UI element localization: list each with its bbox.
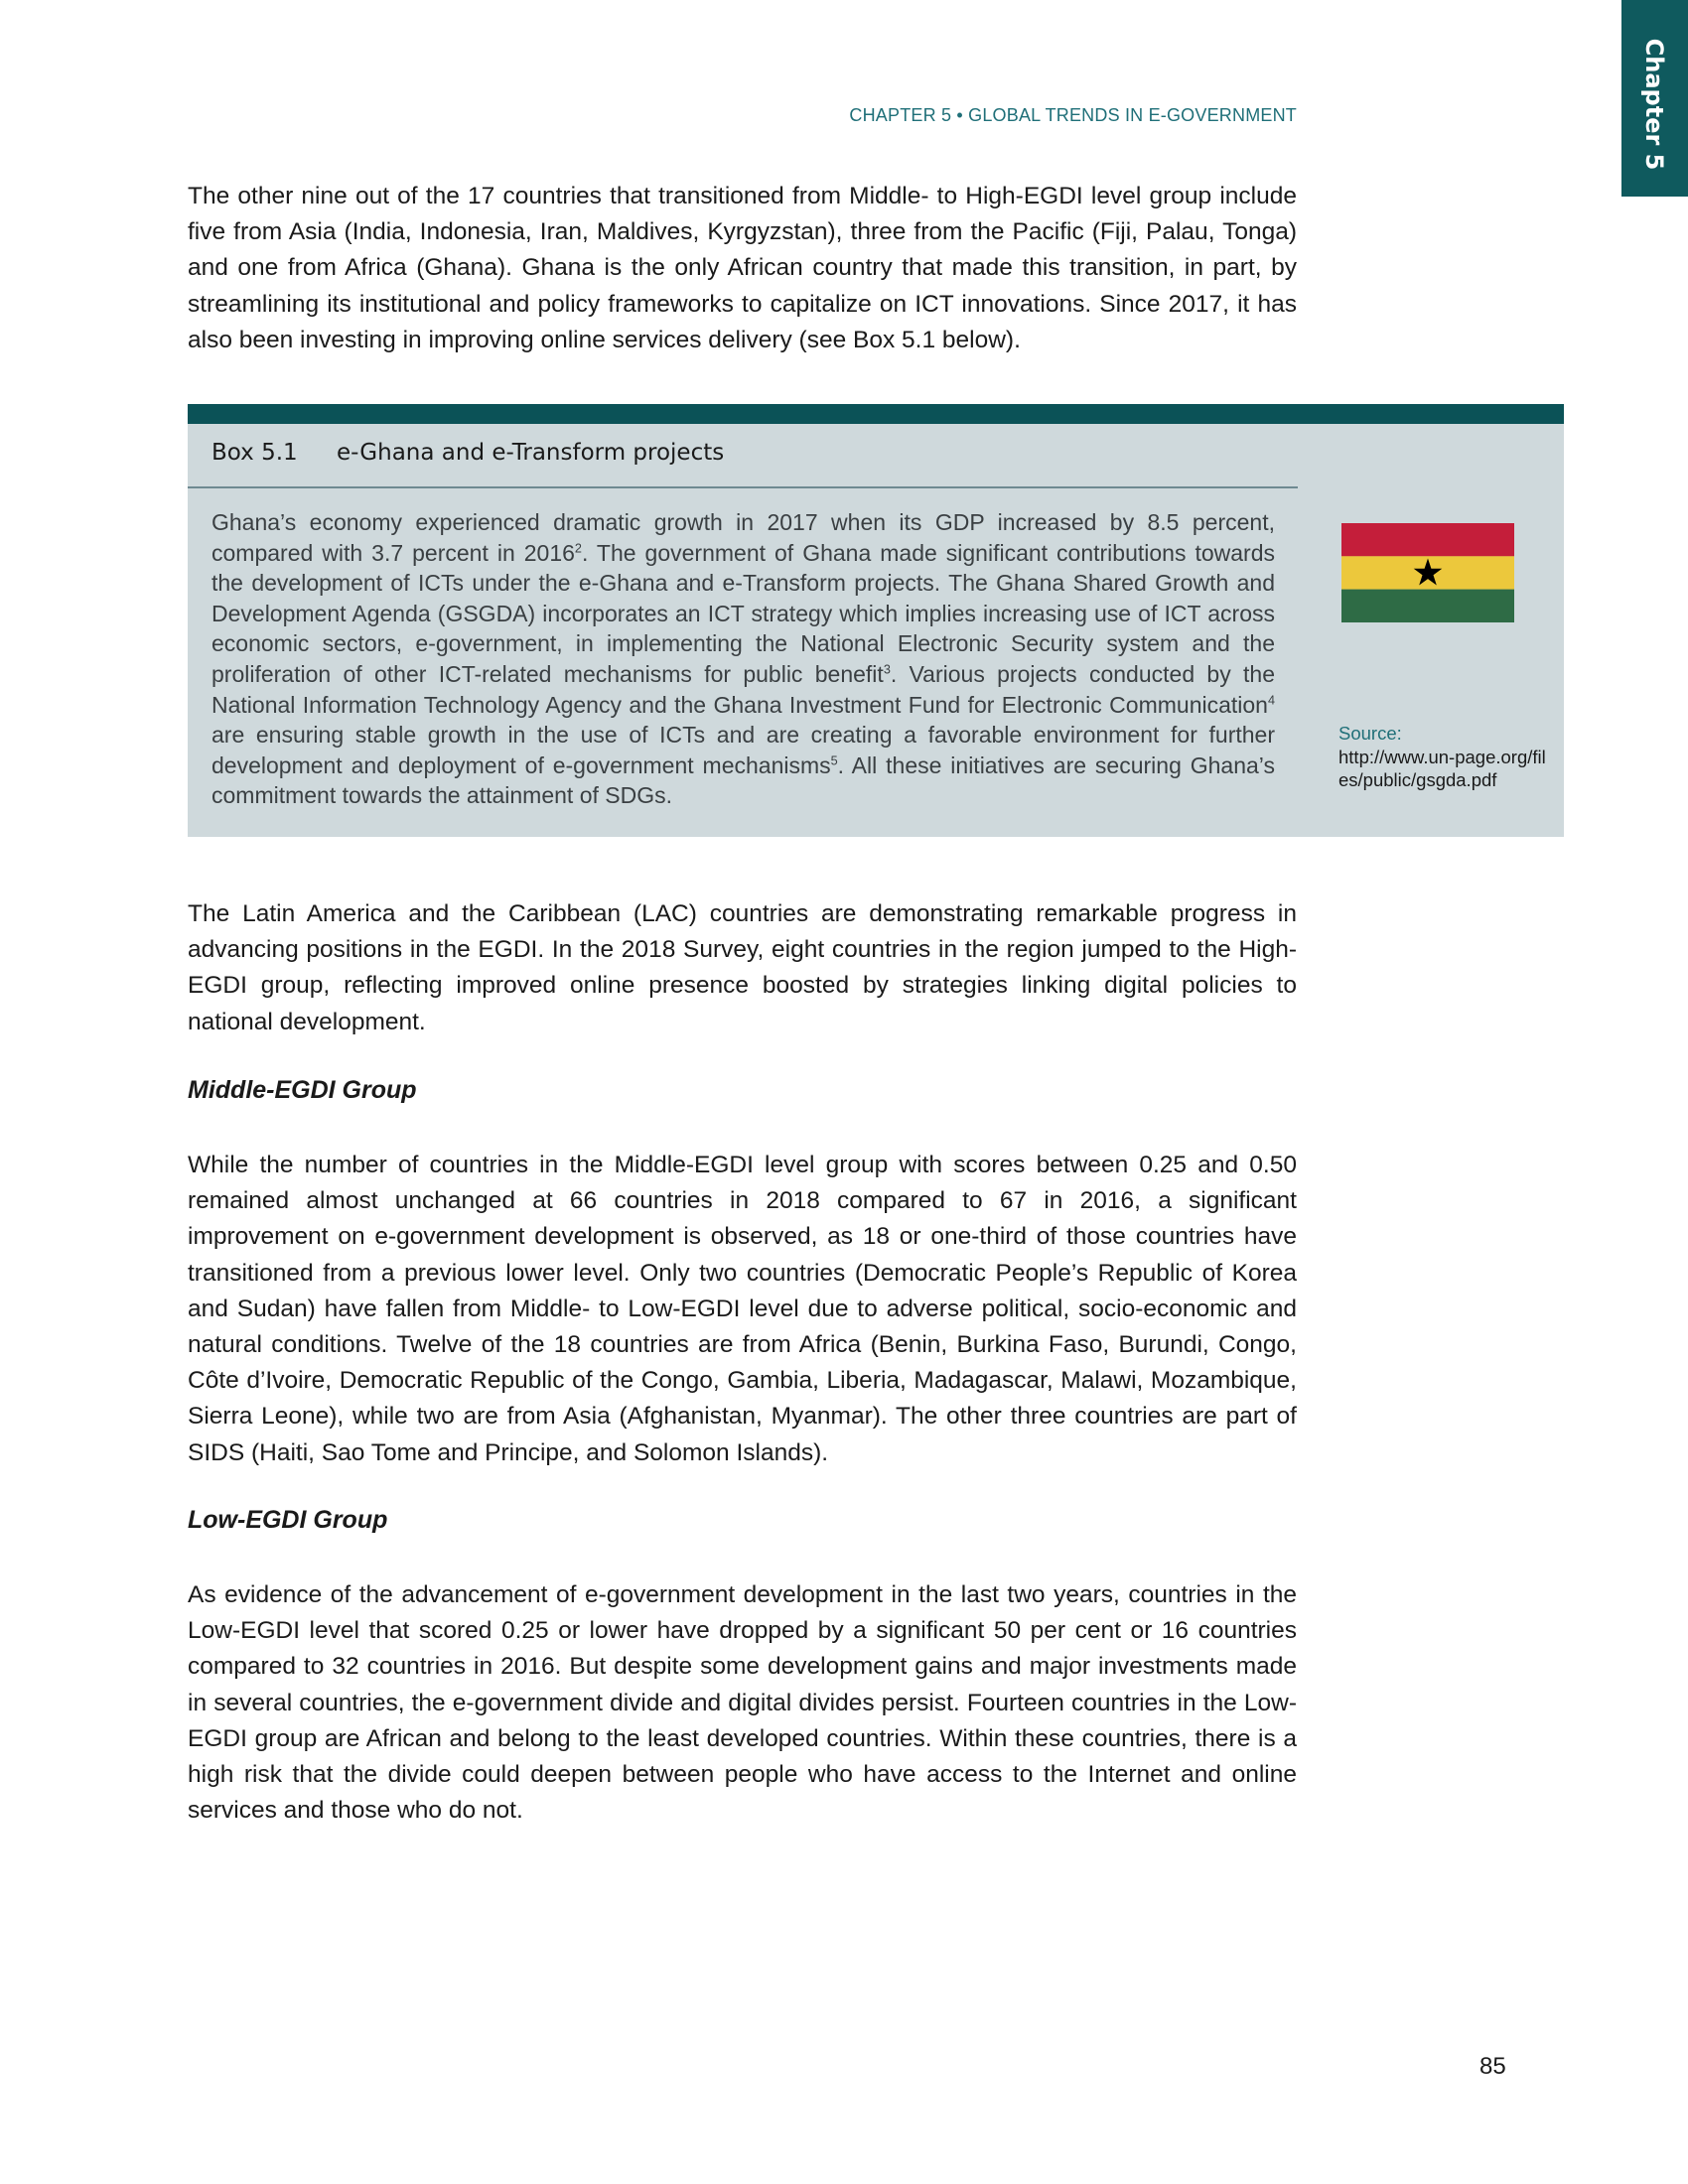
box-5-1 bbox=[188, 404, 1564, 837]
box-title-row bbox=[211, 440, 724, 466]
flag-green-stripe bbox=[1341, 590, 1514, 622]
paragraph-transition-countries: The other nine out of the 17 countries that transitioned from Middle- to High-EGDI level group include five from Asia (India, Indonesia, Iran, Maldives, Kyrgyzstan), three from the Pacific (Fiji, Palau, Tonga) and one from Africa (Ghana). Ghana is the only African country that made this transition, in part, by streamlining its institutional and policy frameworks to capitalize on ICT innovations. Since 2017, it has also been investing in improving online services delivery (see Box 5.1 below). bbox=[188, 183, 1297, 353]
footnote-2[interactable]: 2 bbox=[574, 540, 582, 555]
paragraph-lac-progress: The Latin America and the Caribbean (LAC) countries are demonstrating remarkable progress in advancing positions in the EGDI. In the 2018 Survey, eight countries in the region jumped to the High-EGDI group, reflecting improved online presence boosted by strategies linking digital policies to national development. bbox=[188, 900, 1297, 1035]
box-source bbox=[1338, 722, 1547, 792]
running-header: CHAPTER 5 • GLOBAL TRENDS IN E-GOVERNMENT bbox=[849, 105, 1297, 125]
footnote-5[interactable]: 5 bbox=[830, 753, 838, 768]
paragraph-low-egdi: As evidence of the advancement of e-government development in the last two years, countries in the Low-EGDI level that scored 0.25 or lower have dropped by a significant 50 per cent or 16 countries compared to 32 countries in 2016. But despite some development gains and major investments made in several countries, the e-government divide and digital divides persist. Fourteen countries in the Low-EGDI group are African and belong to the least developed countries. Within these countries, there is a high risk that the divide could deepen between people who have access to the Internet and online services and those who do not. bbox=[188, 1581, 1297, 1825]
footnote-3[interactable]: 3 bbox=[883, 662, 891, 677]
box-title: e-Ghana and e-Transform projects bbox=[337, 440, 725, 466]
box-top-bar bbox=[188, 404, 1564, 424]
box-text-part-2: . The government of Ghana made significant contributions towards the development of ICTs under the e-Ghana and e-Transform projects. The Ghana Shared Growth and Development Agenda (GSGDA) incorporates an ICT strategy which implies increasing use of ICT across economic sectors, e-government, in implementing the National Electronic Security system and the proliferation of other ICT-related mechanisms for public benefit bbox=[211, 539, 1275, 687]
paragraph-middle-egdi: While the number of countries in the Middle-EGDI level group with scores between 0.25 and 0.50 remained almost unchanged at 66 countries in 2018 compared to 67 in 2016, a significant improvement on e-government development is observed, as 18 or one-third of those countries have transitioned from a previous lower level. Only two countries (Democratic People’s Republic of Korea and Sudan) have fallen from Middle- to Low-EGDI level due to adverse political, socio-economic and natural conditions. Twelve of the 18 countries are from Africa (Benin, Burkina Faso, Burundi, Congo, Côte d’Ivoire, Democratic Republic of the Congo, Gambia, Liberia, Madagascar, Malawi, Mozambique, Sierra Leone), while two are from Asia (Afghanistan, Myanmar). The other three countries are part of SIDS (Haiti, Sao Tome and Principe, and Solomon Islands). bbox=[188, 1152, 1297, 1466]
box-body-text bbox=[211, 507, 1275, 811]
flag-red-stripe bbox=[1341, 523, 1514, 556]
subhead-middle-egdi: Middle-EGDI Group bbox=[188, 1076, 417, 1104]
source-link[interactable]: http://www.un-page.org/files/public/gsgda.pdf bbox=[1338, 746, 1546, 791]
source-label: Source: bbox=[1338, 723, 1402, 744]
box-text-part-3: . Various projects conducted by the National Information Technology Agency and the Ghana Investment Fund for Electronic Communication bbox=[211, 660, 1275, 718]
box-number: Box 5.1 bbox=[211, 440, 298, 466]
box-title-rule bbox=[188, 486, 1298, 488]
page-number: 85 bbox=[1479, 2053, 1506, 2080]
box-text-part-4: are ensuring stable growth in the use of ICTs and are creating a favorable environment for further development and deployment of e-government mechanisms bbox=[211, 722, 1275, 778]
subhead-low-egdi: Low-EGDI Group bbox=[188, 1506, 388, 1534]
ghana-flag-image bbox=[1341, 523, 1514, 622]
box-text-part-5: . All these initiatives are securing Ghana’s commitment towards the attainment of SDGs. bbox=[211, 751, 1275, 809]
footnote-4[interactable]: 4 bbox=[1267, 692, 1275, 707]
chapter-tab-label: Chapter 5 bbox=[1640, 38, 1668, 171]
box-text-part-1: Ghana’s economy experienced dramatic growth in 2017 when its GDP increased by 8.5 percent, compared with 3.7 percent in 2016 bbox=[211, 509, 1275, 566]
